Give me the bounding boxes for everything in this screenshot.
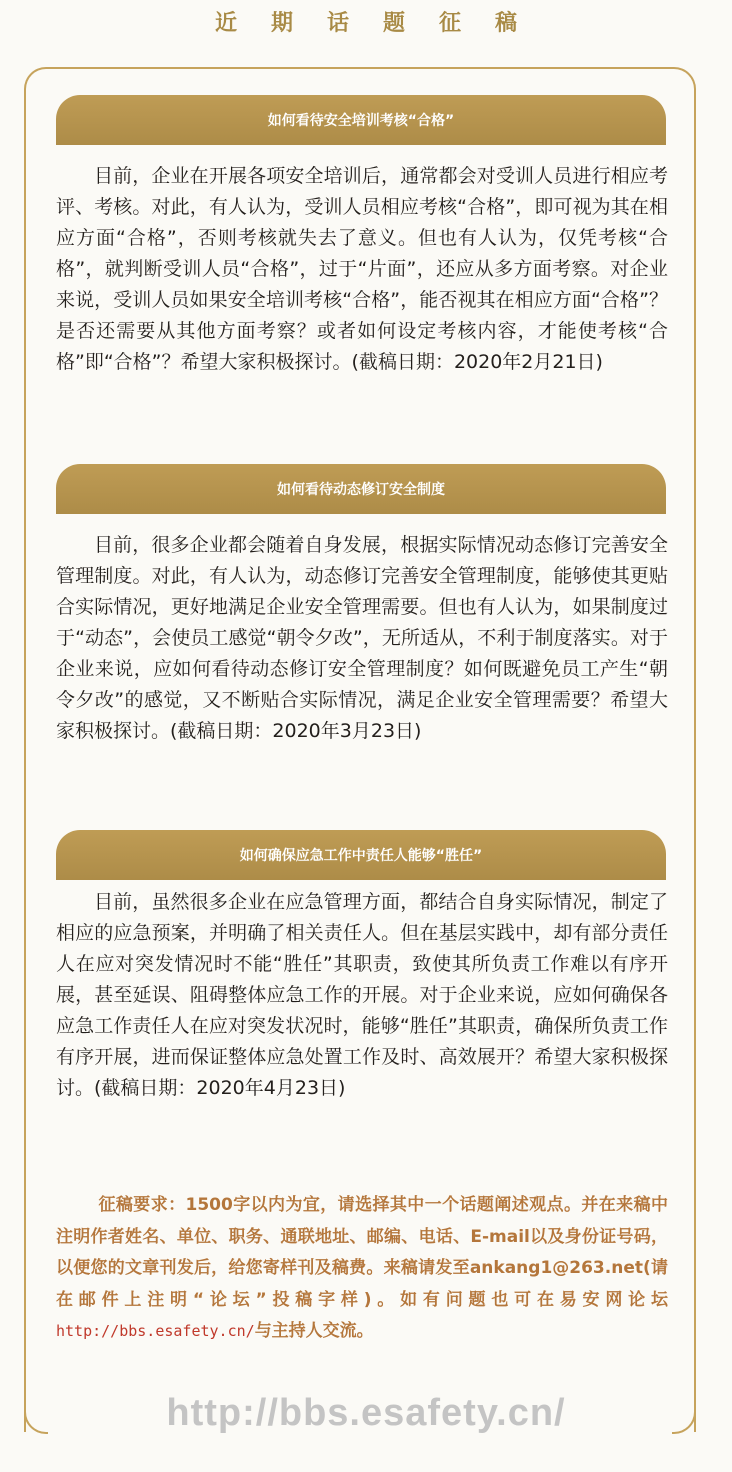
submission-requirements [56,1190,668,1348]
page-title: 近期话题征稿 [214,11,551,36]
topic-1-body: 目前，企业在开展各项安全培训后，通常都会对受训人员进行相应考评、考核。对此，有人认为，受训人员相应考核“合格”，即可视为其在相应方面“合格”，否则考核就失去了意义。但也有人认为，仅凭考核“合格”，就判断受训人员“合格”，过于“片面”，还应从多方面考察。对企业来说，受训人员如果安全培训考核“合格”，能否视其在相应方面“合格”？是否还需要从其他方面考察？或者如何设定考核内容，才能使考核“合格”即“合格”？希望大家积极探讨。(截稿日期：2020年2月21日) [56,165,668,373]
topic-1-header: 如何看待安全培训考核“合格” [56,95,666,145]
footer-url-watermark[interactable]: http://bbs.esafety.cn/ [166,1392,566,1434]
topic-3-body: 目前，虽然很多企业在应急管理方面，都结合自身实际情况，制定了相应的应急预案，并明确了相关责任人。但在基层实践中，却有部分责任人在应对突发情况时不能“胜任”其职责，致使其所负责工作难以有序开展，甚至延误、阻碍整体应急工作的开展。对于企业来说，应如何确保各应急工作责任人在应对突发状况时，能够“胜任”其职责，确保所负责工作有序开展，进而保证整体应急处置工作及时、高效展开？希望大家积极探讨。(截稿日期：2020年4月23日) [56,891,668,1099]
topic-2-header: 如何看待动态修订安全制度 [56,464,666,514]
topic-3-header: 如何确保应急工作中责任人能够“胜任” [56,830,666,880]
forum-link[interactable]: http://bbs.esafety.cn/ [56,1322,255,1340]
topic-2-body: 目前，很多企业都会随着自身发展，根据实际情况动态修订完善安全管理制度。对此，有人认为，动态修订完善安全管理制度，能够使其更贴合实际情况，更好地满足企业安全管理需要。但也有人认为，如果制度过于“动态”，会使员工感觉“朝令夕改”，无所适从，不利于制度落实。对于企业来说，应如何看待动态修订安全管理制度？如何既避免员工产生“朝令夕改”的感觉，又不断贴合实际情况，满足企业安全管理需要？希望大家积极探讨。(截稿日期：2020年3月23日) [56,534,668,742]
requirements-text: 征稿要求：1500字以内为宜，请选择其中一个话题阐述观点。并在来稿中注明作者姓名、单位、职务、通联地址、邮编、电话、E-mail以及身份证号码，以便您的文章刊发后，给您寄样刊及稿费。来稿请发至ankang1@263.net(请在邮件上注明“论坛”投稿字样)。如有问题也可在易安网论坛 [56,1195,668,1310]
requirements-text-end: 与主持人交流。 [254,1321,374,1341]
